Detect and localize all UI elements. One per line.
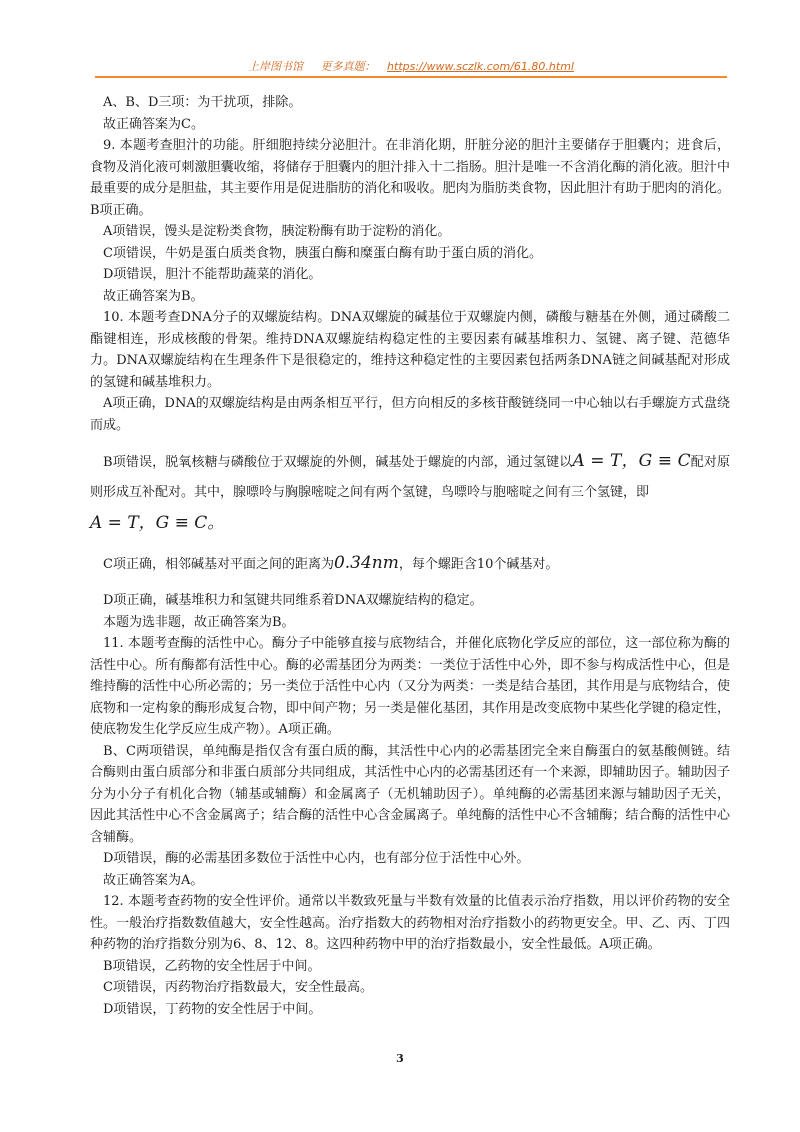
paragraph: 12. 本题考查药物的安全性评价。通常以半数致死量与半数有效量的比值表示治疗指数，用以评价药物的安全性。一般治疗指数数值越大，安全性越高。治疗指数大的药物相对治疗指数小的药物更安全。甲、乙、丙、丁四种药物的治疗指数分别为6、8、12、8。这四种药物中甲的治疗指数最小，安全性最低。A项正确。 — [90, 894, 730, 952]
paragraph: A项错误，馒头是淀粉类食物，胰淀粉酶有助于淀粉的消化。 — [103, 224, 451, 239]
page-header — [95, 58, 727, 76]
paragraph-text: ，每个螺距含10个碱基对。 — [398, 557, 559, 572]
paragraph: C项错误，丙药物治疗指数最大，安全性最高。 — [103, 980, 373, 995]
paragraph: A项正确，DNA的双螺旋结构是由两条相互平行，但方向相反的多核苷酸链绕同一中心轴以右手螺旋方式盘绕而成。 — [90, 396, 730, 433]
paragraph: D项错误，酶的必需基团多数位于活性中心内，也有部分位于活性中心外。 — [103, 851, 530, 866]
paragraph: A、B、D三项：为干扰项，排除。 — [103, 95, 302, 110]
paragraph: D项错误，丁药物的安全性居于中间。 — [103, 1001, 322, 1017]
formula: A = T，G ≡ C。 — [90, 513, 225, 533]
paragraph: B、C两项错误，单纯酶是指仅含有蛋白质的酶，其活性中心内的必需基团完全来自酶蛋白的氨基酸侧链。结合酶则由蛋白质部分和非蛋白质部分共同组成，其活性中心内的必需基团还有一个来源，即辅助因子。辅助因子分为小分子有机化合物（辅基或辅酶）和金属离子（无机辅助因子）。单纯酶的必需基团来源与辅助因子无关，因此其活性中心不含金属离子；结合酶的活性中心含金属离子。单纯酶的活性中心不含辅酶；结合酶的活性中心含辅酶。 — [90, 743, 730, 845]
page-content — [90, 92, 730, 1020]
paragraph: 9. 本题考查胆汁的功能。肝细胞持续分泌胆汁。在非消化期，肝脏分泌的胆汁主要储存于胆囊内；进食后，食物及消化液可刺激胆囊收缩，将储存于胆囊内的胆汁排入十二指肠。胆汁是唯一不含消化酶的消化液。胆汁中最重要的成分是胆盐，其主要作用是促进脂肪的消化和吸收。肥肉为脂肪类食物，因此胆汁有助于肥肉的消化。B项正确。 — [90, 138, 730, 218]
paragraph: 故正确答案为B。 — [103, 288, 204, 304]
paragraph: 故正确答案为A。 — [103, 872, 204, 888]
paragraph: D项错误，胆汁不能帮助蔬菜的消化。 — [103, 267, 322, 282]
paragraph: 11. 本题考查酶的活性中心。酶分子中能够直接与底物结合，并催化底物化学反应的部位，这一部位称为酶的活性中心。所有酶都有活性中心。酶的必需基团分为两类：一类位于活性中心外，即不参与构成活性中心，但是维持酶的活性中心所必需的；另一类位于活性中心内（又分为两类：一类是结合基团，其作用是与底物结合，使底物和一定构象的酶形成复合物，即中间产物；另一类是催化基团，其作用是改变底物中某些化学键的稳定性，使底物发生化学反应生成产物）。A项正确。 — [90, 636, 730, 737]
formula: 0.34nm — [333, 553, 399, 573]
header-more-label: 更多真题： — [320, 60, 376, 73]
paragraph: 本题为选非题，故正确答案为B。 — [103, 614, 295, 630]
formula: A = T，G ≡ C — [572, 451, 691, 471]
page-number: 3 — [396, 1052, 404, 1065]
paragraph: 10. 本题考查DNA分子的双螺旋结构。DNA双螺旋的碱基位于双螺旋内侧，磷酸与糖基在外侧，通过磷酸二酯键相连，形成核酸的骨架。维持DNA双螺旋结构稳定性的主要因素有碱基堆积力、氢键、离子键、范德华力。DNA双螺旋结构在生理条件下是很稳定的，维持这种稳定性的主要因素包括两条DNA链之间碱基配对形成的氢键和碱基堆积力。 — [90, 310, 730, 390]
header-divider — [95, 76, 727, 78]
paragraph-10c — [90, 548, 730, 580]
paragraph: D项正确，碱基堆积力和氢键共同维系着DNA双螺旋结构的稳定。 — [103, 593, 483, 608]
paragraph-text: 配对原则形成互补配对。其中，腺嘌呤与胸腺嘧啶之间有两个氢键，鸟嘌呤与胞嘧啶之间有三个氢键，即 — [90, 455, 730, 500]
paragraph: 故正确答案为C。 — [103, 116, 204, 132]
header-site-name: 上岸图书馆 — [248, 60, 304, 73]
paragraph: C项错误，牛奶是蛋白质类食物，胰蛋白酶和糜蛋白酶有助于蛋白质的消化。 — [103, 245, 542, 261]
paragraph-text: B项错误，脱氧核糖与磷酸位于双螺旋的外侧，碱基处于螺旋的内部，通过氢键以 — [103, 455, 573, 470]
paragraph-10b — [90, 446, 730, 538]
header-link[interactable]: https://www.sczlk.com/61.80.html — [387, 60, 574, 73]
paragraph-text: C项正确，相邻碱基对平面之间的距离为 — [103, 557, 334, 572]
paragraph: B项错误，乙药物的安全性居于中间。 — [103, 958, 321, 974]
